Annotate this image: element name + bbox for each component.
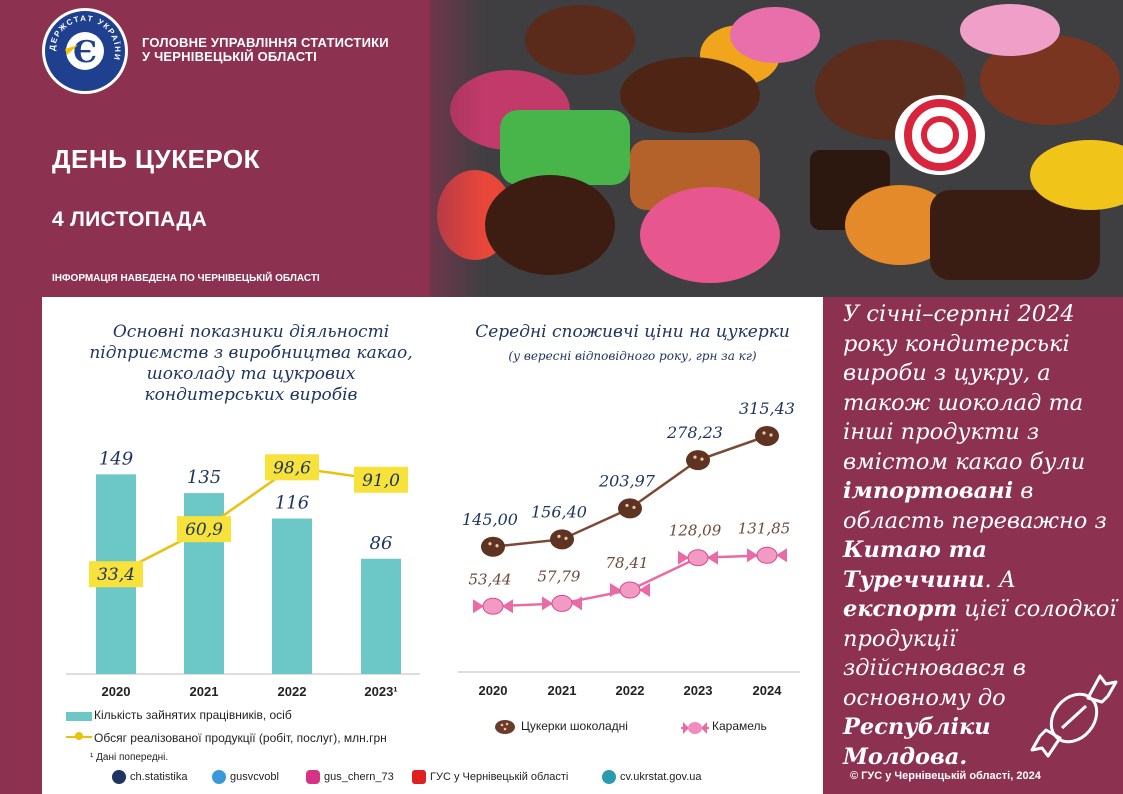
org-line-1: ГОЛОВНЕ УПРАВЛІННЯ СТАТИСТИКИ [142,35,389,50]
legend-line-label: Обсяг реалізованої продукції (робіт, послуг), млн.грн [94,731,387,745]
chart1-bar-label: 149 [98,448,134,470]
twitter-icon [212,770,226,784]
chart1-line-label: 33,4 [97,565,135,586]
chart2-chocolate-point [686,450,710,470]
svg-text:Є: Є [73,35,97,70]
chart2-caramel-wrap-left [542,596,553,610]
chart1-bar [361,559,401,674]
chart2-caramel-wrap-right [707,551,718,565]
instagram-handle: gus_chern_73 [324,771,394,783]
chart2-x-tick: 2021 [547,683,577,698]
legend-bar-label: Кількість зайнятих працівників, осіб [94,708,292,722]
chart2-caramel-point [620,582,640,598]
chart2-caramel-label: 131,85 [737,519,791,538]
chart2-subtitle: (у вересні відповідного року, грн за кг) [508,349,757,363]
svg-text:ДЕРЖСТАТ УКРАЇНИ: ДЕРЖСТАТ УКРАЇНИ [47,13,123,63]
chart2-chocolate-point-dot [632,506,635,509]
youtube-handle: ГУС у Чернівецькій області [430,771,569,783]
chart2-title: Середні споживчі ціни на цукерки [475,322,790,342]
chart2-chocolate-point [755,426,779,446]
chart2-chocolate-line [493,436,767,547]
chart2-chocolate-label: 278,23 [667,423,723,443]
chart1-bar-label: 86 [369,532,393,554]
chart2-chocolate-label: 156,40 [531,502,587,522]
text-moldova: Республіки Молдова. [843,714,991,770]
chart1-bar-label: 135 [186,467,222,489]
chart2-caramel-wrap-left [610,583,621,597]
youtube-icon [412,770,426,784]
chart1-bar-label: 116 [274,492,310,514]
chart2-chocolate-point-dot [700,458,703,461]
chart2-chocolate-point-dot [693,456,696,459]
page-title: ДЕНЬ ЦУКЕРОК [52,144,261,174]
instagram-link[interactable] [306,770,394,784]
text-part-2: в область переважно з [843,478,1107,534]
chart1-line-label: 60,9 [185,520,223,541]
chart1-line-label: 91,0 [362,470,400,491]
chart2-chocolate-point-dot [625,504,628,507]
facebook-handle: ch.statistika [130,771,188,783]
youtube-link[interactable] [412,770,568,784]
org-line-2: У ЧЕРНІВЕЦЬКІЙ ОБЛАСТІ [142,49,317,64]
text-countries: Китаю та Туреччини [843,537,987,593]
chart1-title: Основні показники діяльності підприємств з виробництва какао, шоколаду та цукрових кондитерських виробів [89,322,413,405]
chart2-caramel-point [552,595,572,611]
chart2-caramel-wrap-left [473,599,484,613]
chart2-caramel-wrap-left [747,548,758,562]
text-part-1: У січні–серпні 2024 року кондитерські вироби з цукру, а також шоколад та інші продукти з вмістом какао були [843,301,1086,475]
chart1-x-tick: 2021 [189,684,219,699]
footnote: ¹ Дані попередні. [90,752,169,763]
instagram-icon [306,770,320,784]
chart2-chocolate-point-dot [495,544,498,547]
chart1-x-tick: 2020 [101,684,131,699]
chart1-x-tick: 2022 [277,684,307,699]
chart1-bar [272,519,312,674]
chocolate-candy-icon [494,719,516,735]
chart2-x-tick: 2020 [478,683,508,698]
twitter-handle: gusvcvobl [230,771,279,783]
text-export: експорт [843,596,958,622]
legend-caramel-label: Карамель [712,719,767,733]
chart2-caramel-label: 57,79 [537,567,581,586]
chart2-x-tick: 2023 [683,683,713,698]
chart2-caramel-label: 53,44 [468,570,512,589]
globe-icon [602,770,616,784]
chart2-chocolate-point-dot [557,535,560,538]
chart2-caramel-label: 78,41 [605,554,649,573]
legend-bar-swatch [66,712,92,721]
chart2-x-tick: 2024 [752,683,782,698]
candy-outline-icon [1030,670,1118,762]
chart2-chocolate-point-dot [762,431,765,434]
text-imported: імпортовані [843,478,1014,504]
facebook-link[interactable] [112,770,187,784]
chart2-chocolate-point [618,498,642,518]
legend-chocolate-label: Цукерки шоколадні [521,719,628,733]
caramel-candy-icon [681,719,709,737]
chart2-chocolate-point-dot [564,537,567,540]
chart2-chocolate-point-dot [769,433,772,436]
chart2-caramel-wrap-right [776,548,787,562]
copyright: © ГУС у Чернівецькій області, 2024 [850,770,1041,782]
chart2-chocolate-label: 145,00 [462,509,518,529]
chart2-chocolate-label: 203,97 [599,471,655,491]
info-note: ІНФОРМАЦІЯ НАВЕДЕНА ПО ЧЕРНІВЕЦЬКІЙ ОБЛАСТІ [52,273,320,284]
facebook-icon [112,770,126,784]
chart1-line [116,467,381,574]
chart2-chocolate-point [550,529,574,549]
text-part-4: цієї солодкої продукції здійснювався в основному до [843,596,1117,711]
chart2-caramel-wrap-right [502,599,513,613]
chart1-line-label: 98,6 [273,458,311,479]
chart2-chocolate-point-dot [488,542,491,545]
chart2-chocolate-label: 315,43 [739,398,795,418]
chart1-x-tick: 2023¹ [364,684,398,699]
twitter-link[interactable] [212,770,279,784]
page-date: 4 ЛИСТОПАДА [52,208,208,231]
chart2-caramel-wrap-right [571,596,582,610]
chart2-caramel-label: 128,09 [668,521,722,540]
chart2-caramel-point [483,598,503,614]
chart2-caramel-point [688,550,708,566]
chart2-caramel-point [757,547,777,563]
chart2-chocolate-point [481,537,505,557]
text-part-3: . А [984,566,1016,593]
website-url: cv.ukrstat.gov.ua [620,771,702,783]
website-link[interactable] [602,770,702,784]
chart2-x-tick: 2022 [615,683,645,698]
legend-line-marker [75,732,83,740]
